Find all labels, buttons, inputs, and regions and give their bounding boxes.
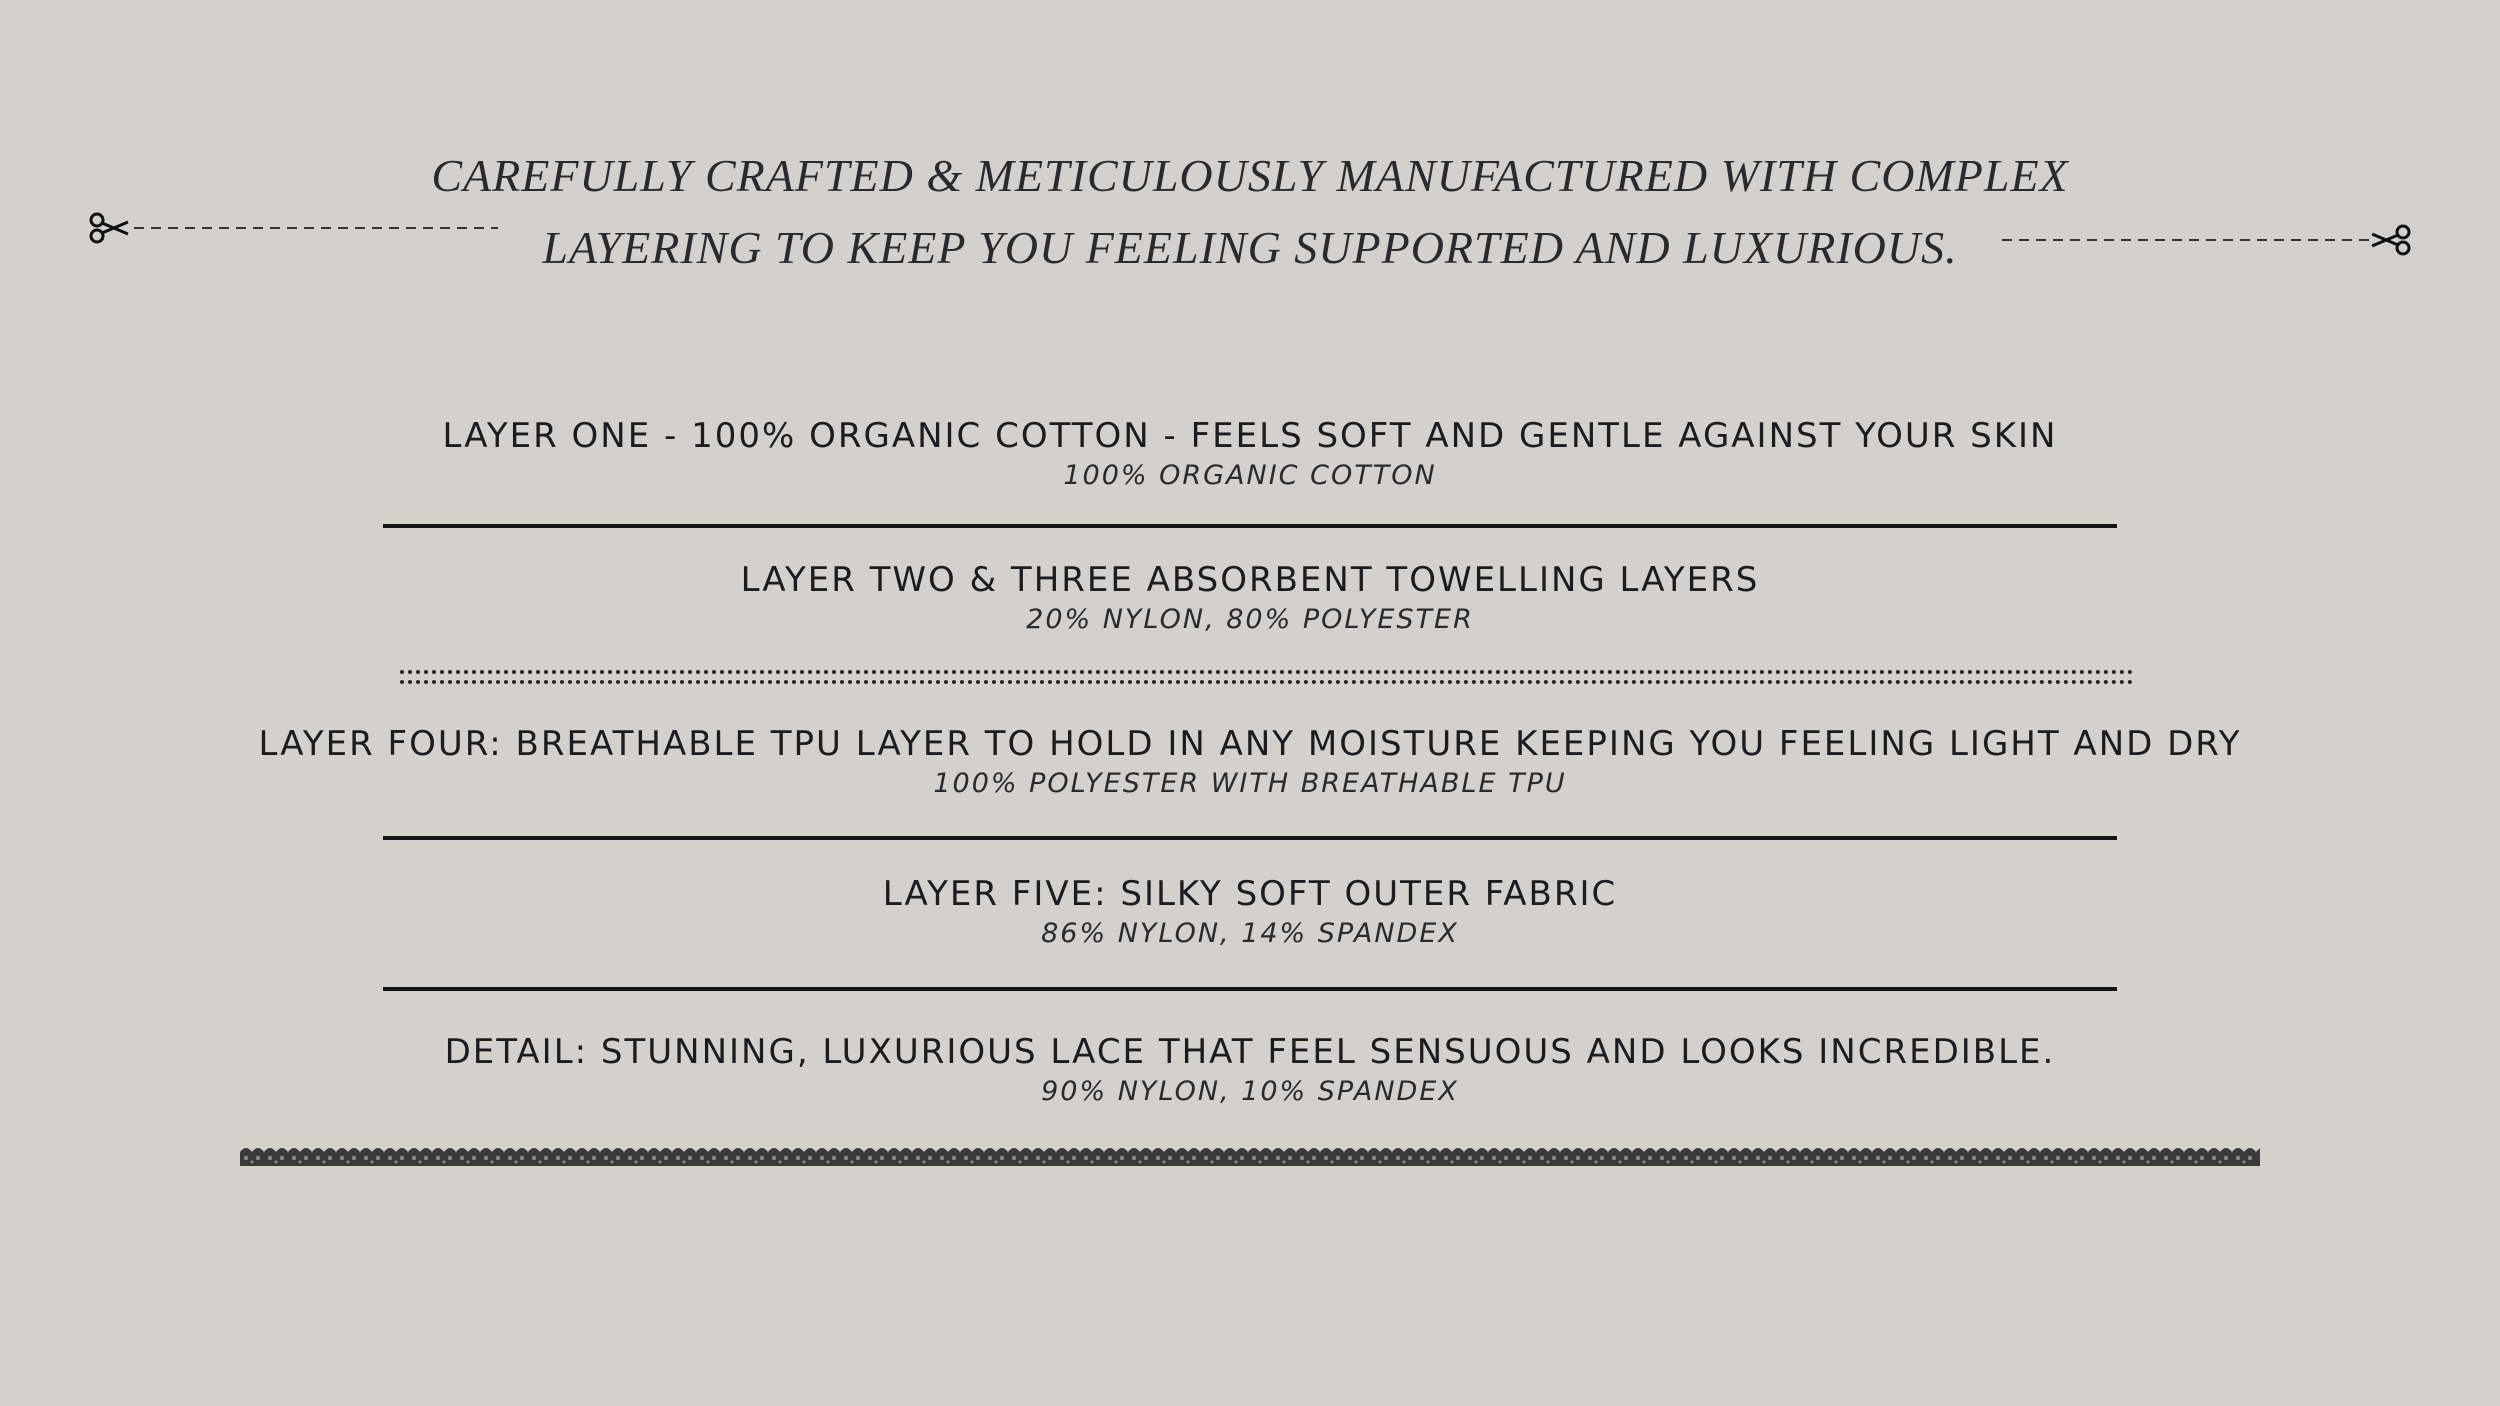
scissors-icon bbox=[91, 214, 128, 242]
layer-title: DETAIL: STUNNING, LUXURIOUS LACE THAT FEEL SENSUOUS AND LOOKS INCREDIBLE. bbox=[444, 1032, 2056, 1072]
cut-line-right bbox=[2002, 226, 2412, 254]
divider-dotted bbox=[400, 670, 2134, 688]
divider-solid bbox=[383, 836, 2117, 840]
divider-solid bbox=[383, 987, 2117, 991]
headline-line-2: LAYERING TO KEEP YOU FEELING SUPPORTED AND LUXURIOUS. bbox=[542, 222, 1958, 273]
layer-material: 100% POLYESTER WITH BREATHABLE TPU bbox=[933, 768, 1567, 799]
headline-line-1: CAREFULLY CRAFTED & METICULOUSLY MANUFACTURED WITH COMPLEX bbox=[431, 150, 2069, 201]
layer-four bbox=[0, 722, 2500, 802]
scissors-icon bbox=[2372, 226, 2409, 254]
cut-line-left bbox=[88, 214, 508, 242]
layer-one bbox=[0, 414, 2500, 494]
layer-two-three bbox=[0, 558, 2500, 638]
layer-material: 100% ORGANIC COTTON bbox=[1063, 460, 1437, 491]
layer-material: 20% NYLON, 80% POLYESTER bbox=[1026, 604, 1474, 635]
layer-title: LAYER ONE - 100% ORGANIC COTTON - FEELS SOFT AND GENTLE AGAINST YOUR SKIN bbox=[442, 416, 2058, 456]
layer-material: 86% NYLON, 14% SPANDEX bbox=[1041, 918, 1459, 949]
layer-title: LAYER TWO & THREE ABSORBENT TOWELLING LAYERS bbox=[740, 560, 1760, 600]
layer-title: LAYER FOUR: BREATHABLE TPU LAYER TO HOLD IN ANY MOISTURE KEEPING YOU FEELING LIGHT AND DRY bbox=[258, 724, 2242, 764]
layer-title: LAYER FIVE: SILKY SOFT OUTER FABRIC bbox=[882, 874, 1618, 914]
lace-trim bbox=[240, 1144, 2260, 1166]
layer-five bbox=[0, 872, 2500, 952]
layer-detail bbox=[0, 1030, 2500, 1110]
layer-material: 90% NYLON, 10% SPANDEX bbox=[1041, 1076, 1459, 1107]
headline bbox=[400, 140, 2100, 284]
divider-solid bbox=[383, 524, 2117, 528]
